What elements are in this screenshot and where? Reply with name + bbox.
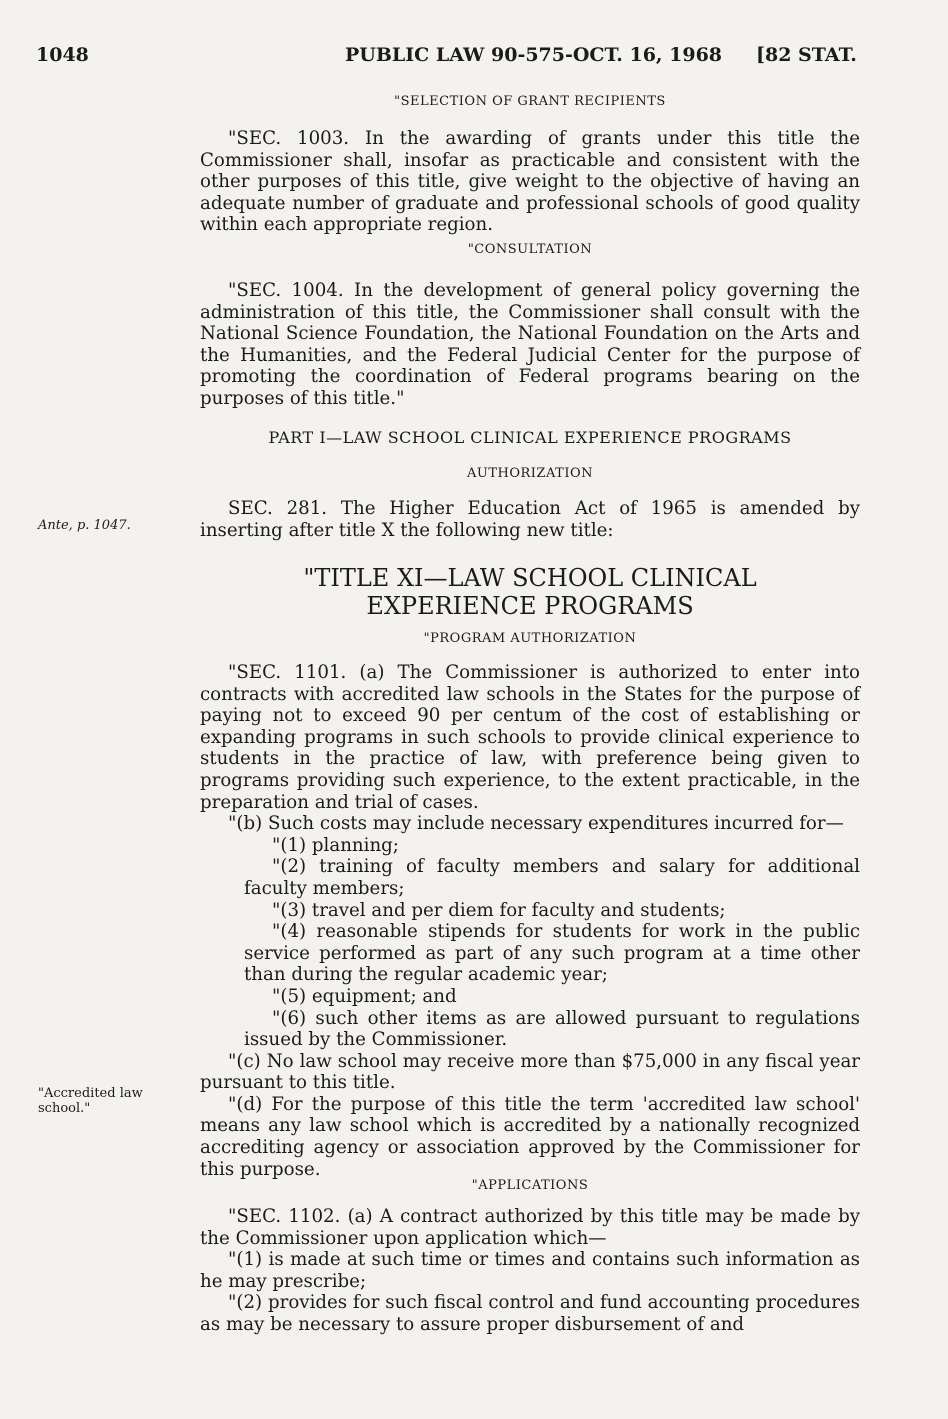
cost-item-5: "(5) equipment; and [272, 985, 457, 1007]
application-item-2: "(2) provides for such fiscal control and fund accounting procedures as may be necessary to assure proper disbursement of and [200, 1292, 860, 1335]
statute-reference: [82 STAT. [756, 44, 857, 66]
title-xi-line-2: EXPERIENCE PROGRAMS [366, 592, 694, 620]
margin-note-accredited-1: "Accredited law [38, 1086, 143, 1101]
applications-heading-block [200, 1178, 860, 1193]
running-title: PUBLIC LAW 90-575-OCT. 16, 1968 [345, 44, 723, 66]
section-1102-a: "SEC. 1102. (a) A contract authorized by this title may be made by the Commissioner upon application which— [200, 1206, 860, 1249]
sec-281-block [200, 498, 860, 541]
section-1101-c: "(c) No law school may receive more than $75,000 in any fiscal year pursuant to this title. [200, 1050, 860, 1094]
page-header [0, 44, 948, 74]
title-xi-line-1: "TITLE XI—LAW SCHOOL CLINICAL [303, 564, 757, 592]
part-i-heading: PART I—LAW SCHOOL CLINICAL EXPERIENCE PROGRAMS [268, 428, 792, 447]
application-item-1: "(1) is made at such time or times and contains such information as he may prescribe; [200, 1249, 860, 1292]
section-281: SEC. 281. The Higher Education Act of 1965 is amended by inserting after title X the following new title: [200, 498, 860, 541]
sec-1003-block [200, 128, 860, 236]
cost-item-4: "(4) reasonable stipends for students for work in the public service performed as part of any such program at a time other than during the regular academic year; [244, 921, 860, 986]
cost-item-2: "(2) training of faculty members and salary for additional faculty members; [244, 856, 860, 899]
selection-heading-block [200, 94, 860, 109]
margin-note-accredited-2: school." [38, 1101, 91, 1116]
section-1003: "SEC. 1003. In the awarding of grants under this title the Commissioner shall, insofar as practicable and consistent with the other purposes of this title, give weight to the objective of having an adequate number of graduate and professional schools of good quality within each appropriate region. [200, 128, 860, 236]
consultation-heading-block [200, 242, 860, 257]
authorization-heading-block [200, 466, 860, 481]
cost-item-6: "(6) such other items as are allowed pursuant to regulations issued by the Commissioner. [244, 1007, 860, 1051]
title-xi-block [200, 564, 860, 620]
cost-item-3: "(3) travel and per diem for faculty and students; [272, 899, 726, 921]
page-number: 1048 [36, 44, 89, 66]
sec-1102-block [200, 1206, 860, 1336]
heading-selection-of-grant-recipients: "SELECTION OF GRANT RECIPIENTS [394, 94, 666, 109]
section-1101-b: "(b) Such costs may include necessary expenditures incurred for— [228, 813, 844, 835]
part-heading-block [200, 428, 860, 447]
heading-authorization: AUTHORIZATION [467, 466, 593, 481]
heading-consultation: "CONSULTATION [467, 242, 593, 257]
cost-item-1: "(1) planning; [272, 834, 399, 856]
heading-program-authorization: "PROGRAM AUTHORIZATION [423, 631, 637, 646]
section-1101-a: "SEC. 1101. (a) The Commissioner is authorized to enter into contracts with accredited law schools in the States for the purpose of paying not to exceed 90 per centum of the cost of establishing or expanding programs in such schools to provide clinical experience to students in the practice of law, with preference being given to programs providing such experience, to the extent practicable, in the preparation and trial of cases. [200, 662, 860, 813]
section-1004: "SEC. 1004. In the development of general policy governing the administration of this title, the Commissioner shall consult with the National Science Foundation, the National Foundation on the Arts and the Humanities, and the Federal Judicial Center for the purpose of promoting the coordination of Federal programs bearing on the purposes of this title." [200, 280, 860, 409]
program-authorization-heading-block [200, 631, 860, 646]
sec-1101-block [200, 662, 860, 1180]
sec-1004-block [200, 280, 860, 410]
margin-note-ante: Ante, p. 1047. [38, 518, 131, 533]
section-1101-d: "(d) For the purpose of this title the term 'accredited law school' means any law school which is accredited by a nationally recognized accrediting agency or association approved by the Commissioner for this purpose. [200, 1093, 860, 1180]
heading-applications: "APPLICATIONS [471, 1178, 589, 1193]
